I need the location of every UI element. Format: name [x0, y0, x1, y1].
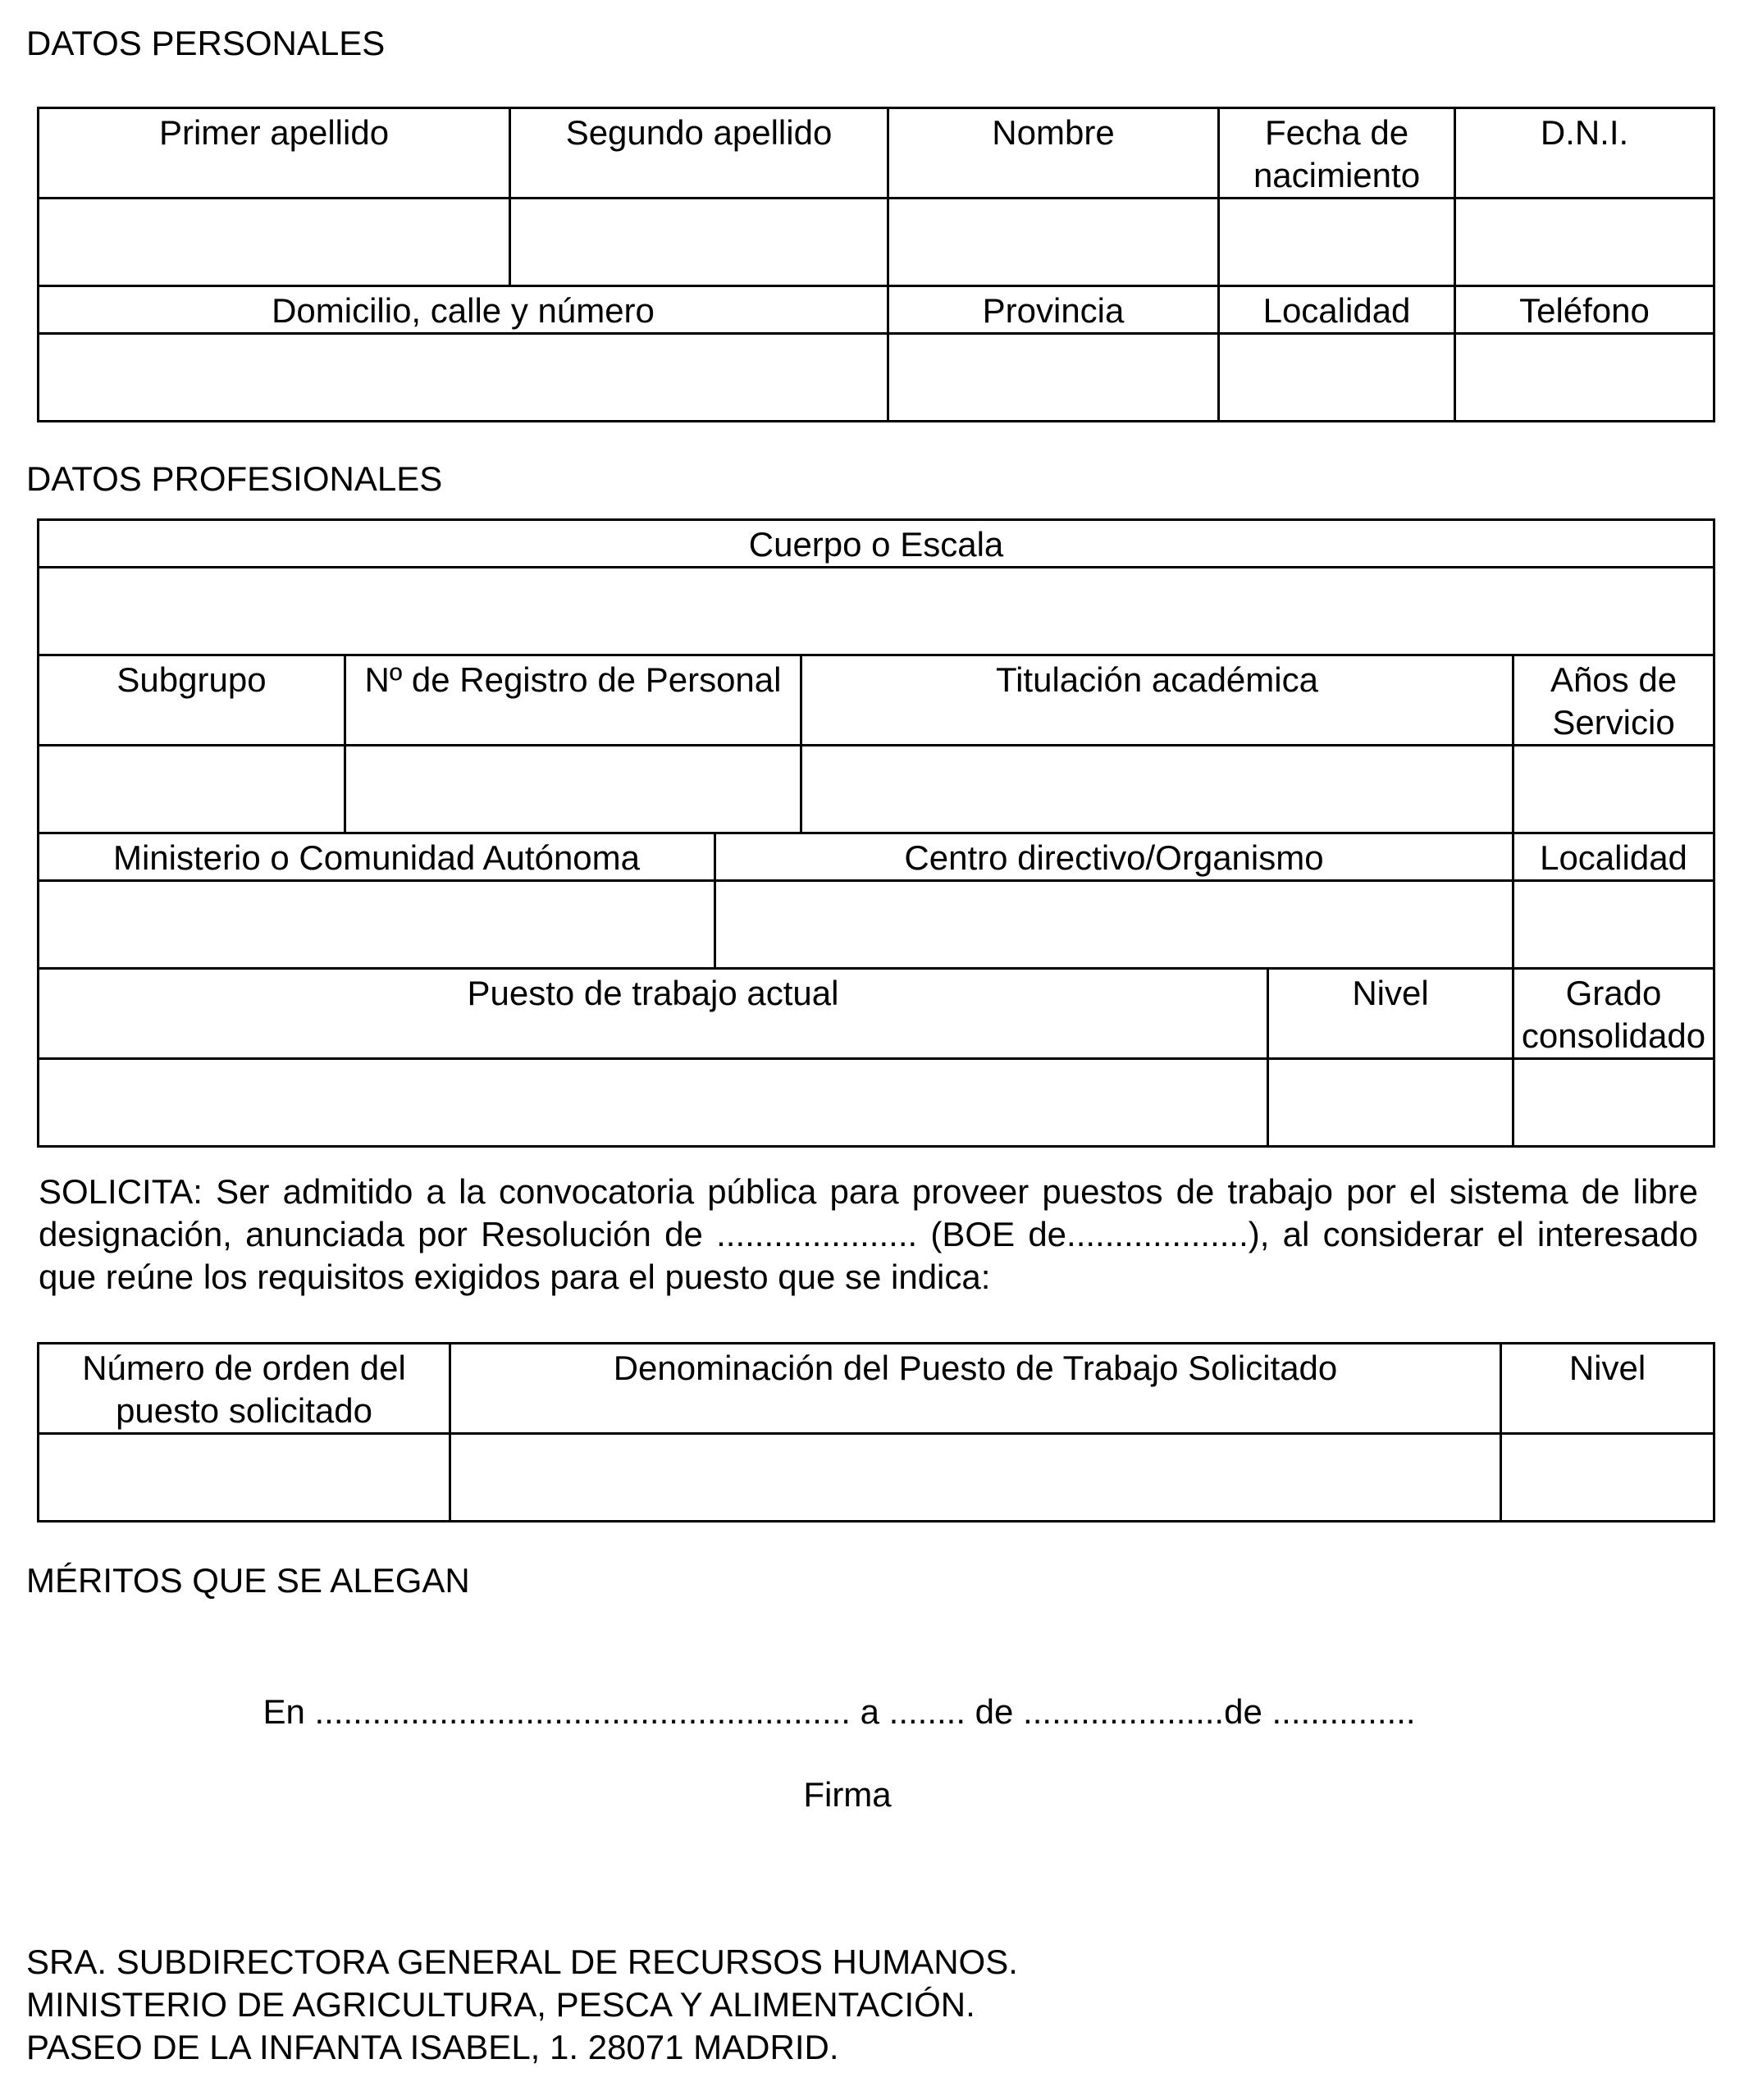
- label-segundo-apellido: Segundo apellido: [510, 108, 888, 199]
- label-ministerio: Ministerio o Comunidad Autónoma: [39, 833, 715, 881]
- label-nivel-solicitado: Nivel: [1501, 1344, 1714, 1434]
- field-segundo-apellido[interactable]: [510, 199, 888, 286]
- label-nivel-actual: Nivel: [1268, 969, 1513, 1059]
- field-provincia[interactable]: [888, 334, 1219, 422]
- field-registro-personal[interactable]: [345, 746, 801, 833]
- address-line-3: PASEO DE LA INFANTA ISABEL, 1. 28071 MADRID.: [26, 2028, 839, 2066]
- field-nombre[interactable]: [888, 199, 1219, 286]
- firma-label: Firma: [803, 1775, 892, 1814]
- label-registro-personal: Nº de Registro de Personal: [345, 655, 801, 746]
- field-nivel-actual[interactable]: [1268, 1059, 1513, 1147]
- field-cuerpo-escala[interactable]: [39, 568, 1714, 655]
- request-table: [37, 1342, 1715, 1522]
- field-denominacion-puesto[interactable]: [450, 1434, 1501, 1522]
- solicita-paragraph: SOLICITA: Ser admitido a la convocatoria pública para proveer puestos de trabajo por el sistema de libre designación, anunciada por Resolución de ..................... (BOE de...................), al considerar el interesado que reúne los requisitos exigidos para el puesto que se indica:: [39, 1172, 1698, 1296]
- label-puesto-actual: Puesto de trabajo actual: [39, 969, 1268, 1059]
- label-fecha-nacimiento: Fecha de nacimiento: [1219, 108, 1455, 199]
- field-centro-directivo[interactable]: [715, 881, 1513, 969]
- field-nivel-solicitado[interactable]: [1501, 1434, 1714, 1522]
- field-subgrupo[interactable]: [39, 746, 345, 833]
- field-localidad-prof[interactable]: [1513, 881, 1714, 969]
- field-telefono[interactable]: [1455, 334, 1714, 422]
- field-titulacion[interactable]: [801, 746, 1513, 833]
- label-denominacion-puesto: Denominación del Puesto de Trabajo Solicitado: [450, 1344, 1501, 1434]
- field-anos-servicio[interactable]: [1513, 746, 1714, 833]
- address-line-1: SRA. SUBDIRECTORA GENERAL DE RECURSOS HUMANOS.: [26, 1942, 1018, 1981]
- field-numero-orden[interactable]: [39, 1434, 450, 1522]
- label-provincia: Provincia: [888, 286, 1219, 334]
- meritos-heading: MÉRITOS QUE SE ALEGAN: [26, 1561, 470, 1600]
- field-primer-apellido[interactable]: [39, 199, 510, 286]
- label-dni: D.N.I.: [1455, 108, 1714, 199]
- field-fecha-nacimiento[interactable]: [1219, 199, 1455, 286]
- place-date-line: En ........................................................ a ........ de .....................de ...............: [263, 1692, 1416, 1731]
- label-centro-directivo: Centro directivo/Organismo: [715, 833, 1513, 881]
- field-ministerio[interactable]: [39, 881, 715, 969]
- personal-heading: DATOS PERSONALES: [26, 24, 386, 62]
- label-nombre: Nombre: [888, 108, 1219, 199]
- address-line-2: MINISTERIO DE AGRICULTURA, PESCA Y ALIMENTACIÓN.: [26, 1985, 975, 2024]
- personal-data-table: [37, 107, 1715, 422]
- label-cuerpo-escala: Cuerpo o Escala: [39, 520, 1714, 568]
- professional-data-table: [37, 518, 1715, 1148]
- field-localidad[interactable]: [1219, 334, 1455, 422]
- label-domicilio: Domicilio, calle y número: [39, 286, 888, 334]
- label-localidad: Localidad: [1219, 286, 1455, 334]
- label-primer-apellido: Primer apellido: [39, 108, 510, 199]
- label-titulacion: Titulación académica: [801, 655, 1513, 746]
- label-localidad-prof: Localidad: [1513, 833, 1714, 881]
- field-domicilio[interactable]: [39, 334, 888, 422]
- label-grado-consolidado: Grado consolidado: [1513, 969, 1714, 1059]
- label-numero-orden: Número de orden del puesto solicitado: [39, 1344, 450, 1434]
- label-telefono: Teléfono: [1455, 286, 1714, 334]
- label-anos-servicio: Años de Servicio: [1513, 655, 1714, 746]
- field-dni[interactable]: [1455, 199, 1714, 286]
- professional-heading: DATOS PROFESIONALES: [26, 459, 443, 498]
- field-grado-consolidado[interactable]: [1513, 1059, 1714, 1147]
- field-puesto-actual[interactable]: [39, 1059, 1268, 1147]
- label-subgrupo: Subgrupo: [39, 655, 345, 746]
